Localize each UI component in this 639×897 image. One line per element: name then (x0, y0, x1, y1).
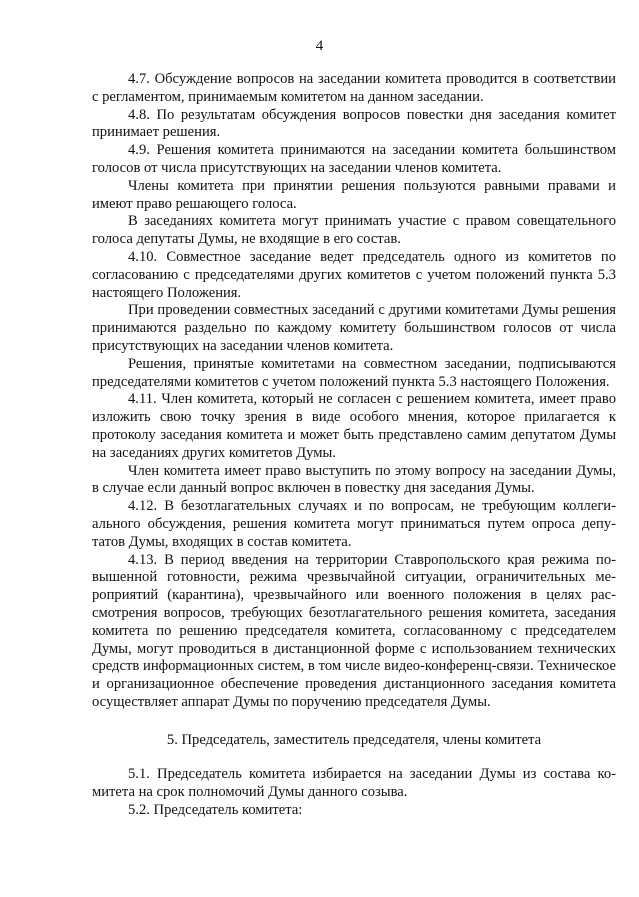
paragraph-4-10: 4.10. Совместное заседание ведет председатель одного из комитетов по согласованию с председателями других комитетов с учетом положений пункта 5.3 настоящего Положения. (92, 248, 616, 301)
paragraph-5-1: 5.1. Председатель комитета избирается на заседании Думы из состава комитета на срок полномочий Думы данного созыва. (92, 766, 616, 801)
paragraph-4-12: 4.12. В безотлагательных случаях и по вопросам, не требующим коллегиального обсуждения, решения комитета могут приниматься путем опроса депутатов Думы, входящих в состав комитета. (92, 498, 616, 550)
paragraph-joint-meetings: При проведении совместных заседаний с другими комитетами Думы решения принимаются раздельно по каждому комитету большинством голосов от числа присутствующих на заседании членов комитета. (92, 302, 616, 354)
paragraph-advisory-vote: В заседаниях комитета могут принимать участие с правом совещательного голоса депутаты Думы, не входящие в его состав. (92, 213, 616, 248)
section-title: 5. Председатель, заместитель председателя, члены комитета (166, 731, 542, 748)
paragraph-4-9: 4.9. Решения комитета принимаются на заседании комитета большинством голосов от числа присутствующих на заседании членов комитета. (92, 142, 616, 176)
paragraph-equal-rights: Члены комитета при принятии решения пользуются равными правами и имеют право решающего голоса. (92, 177, 616, 212)
paragraph-4-7: 4.7. Обсуждение вопросов на заседании комитета проводится в соответствии с регламентом, принимаемым комитетом на данном заседании. (92, 71, 616, 105)
paragraph-4-13: 4.13. В период введения на территории Ставропольского края режима повышенной готовности, режима чрезвычайной ситуации, ограничительных мероприятий (карантина), чрезвычайного или военного положения в целях рассмотрения вопросов, требующих безотлагательного решения комитета, заседания комитета по решению председателя комитета, согласованному с председателем Думы, могут проводиться в дистанционной форме с использованием технических средств информационных систем, в том числе видео-конференц-связи. Техническое и организационное обеспечение проведения дистанционного заседания комитета осуществляет аппарат Думы по поручению председателя Думы. (92, 551, 616, 710)
paragraph-4-8: 4.8. По результатам обсуждения вопросов повестки дня заседания комитет принимает решения. (92, 106, 616, 141)
paragraph-5-2: 5.2. Председатель комитета: (128, 802, 303, 819)
paragraph-joint-decisions: Решения, принятые комитетами на совместном заседании, подписываются председателями комитетов с учетом положений пункта 5.3 настоящего Положения. (92, 355, 616, 390)
page-number: 4 (315, 38, 324, 54)
paragraph-4-11: 4.11. Член комитета, который не согласен с решением комитета, имеет право изложить свою точку зрения в виде особого мнения, которое прилагается к протоколу заседания комитета и может быть представлено самим депутатом Думы на заседаниях других комитетов Думы. (92, 391, 616, 461)
paragraph-speak-right: Член комитета имеет право выступить по этому вопросу на заседании Думы, в случае если данный вопрос включен в повестку дня заседания Думы. (92, 462, 616, 497)
document-body (92, 71, 616, 820)
